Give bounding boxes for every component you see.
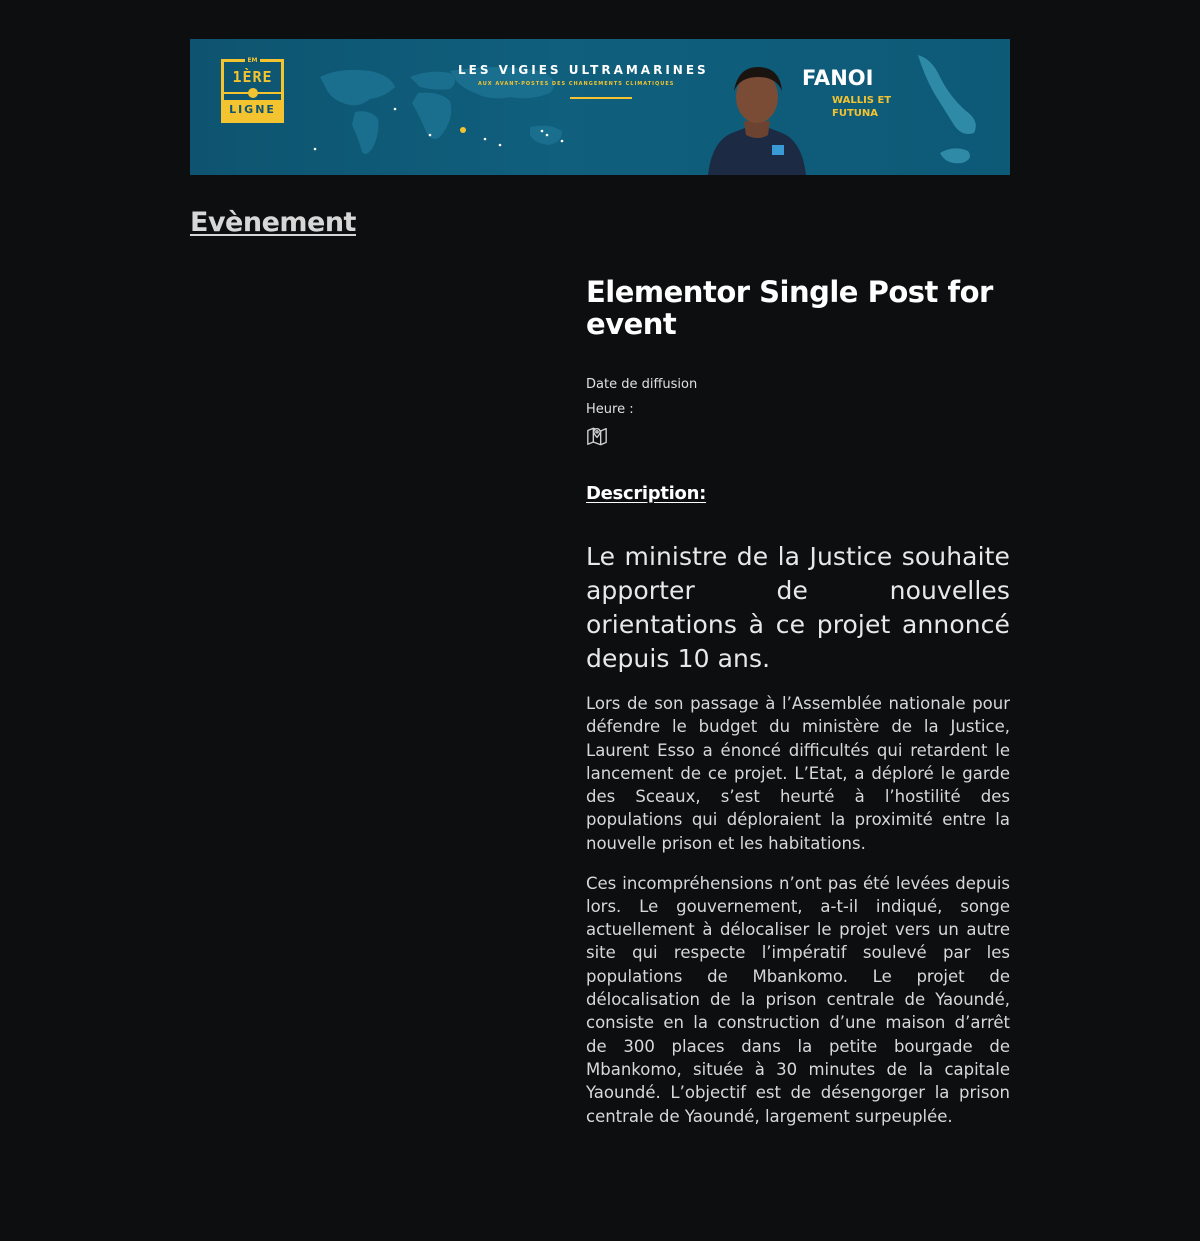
body-paragraph-1: Lors de son passage à l’Assemblée nationale pour défendre le budget du ministère de la Justice, Laurent Esso a énoncé difficultés qui retardent le lancement de ce projet. L’Etat, a déploré le garde des Sceaux, s’est heurté à l’hostilité des populations qui déploraient la proximité entre la nouvelle prison et les habitations. — [586, 694, 1010, 853]
description-heading: Description: — [586, 483, 707, 504]
island-map-icon — [910, 49, 995, 169]
brand-logo — [221, 59, 284, 123]
lead-paragraph: Le ministre de la Justice souhaite apporter de nouvelles orientations à ce projet annoncé depuis 10 ans. — [586, 542, 1010, 673]
banner-divider — [570, 97, 632, 99]
body-paragraph-2: Ces incompréhensions n’ont pas été levées depuis lors. Le gouvernement, a-t-il indiqué, songe actuellement à délocaliser le projet vers un autre site qui respecte l’impératif soulevé par les populations de Mbankomo. Le projet de délocalisation de la prison centrale de Yaoundé, consiste en la construction d’une maison d’arrêt de 300 places dans la petite bourgade de Mbankomo, située à 30 minutes de la capitale Yaoundé. L’objectif est de désengorger la prison centrale de Yaoundé, largement surpeuplée. — [586, 873, 1010, 1126]
person-name: FANOI — [802, 66, 874, 90]
person-place: WALLIS ET FUTUNA — [832, 95, 892, 119]
date-label: Date de diffusion — [586, 377, 698, 392]
logo-divider — [224, 92, 281, 94]
time-label: Heure : — [586, 402, 634, 417]
banner-title: LES VIGIES ULTRAMARINES — [458, 63, 709, 77]
header-banner[interactable] — [190, 39, 1010, 175]
person-portrait-icon — [698, 59, 813, 175]
logo-ligne-text: LIGNE — [224, 100, 281, 120]
category-link[interactable]: Evènement — [190, 207, 356, 238]
post-title: Elementor Single Post for event — [586, 275, 993, 341]
post-content — [586, 276, 1010, 1144]
logo-1ere-text: 1ÈRE — [232, 68, 273, 86]
logo-em-text: EM — [247, 57, 258, 64]
banner-subtitle: AUX AVANT-POSTES DES CHANGEMENTS CLIMATIQUES — [478, 81, 675, 87]
event-meta — [586, 372, 1010, 447]
map-pin-icon — [586, 425, 608, 447]
